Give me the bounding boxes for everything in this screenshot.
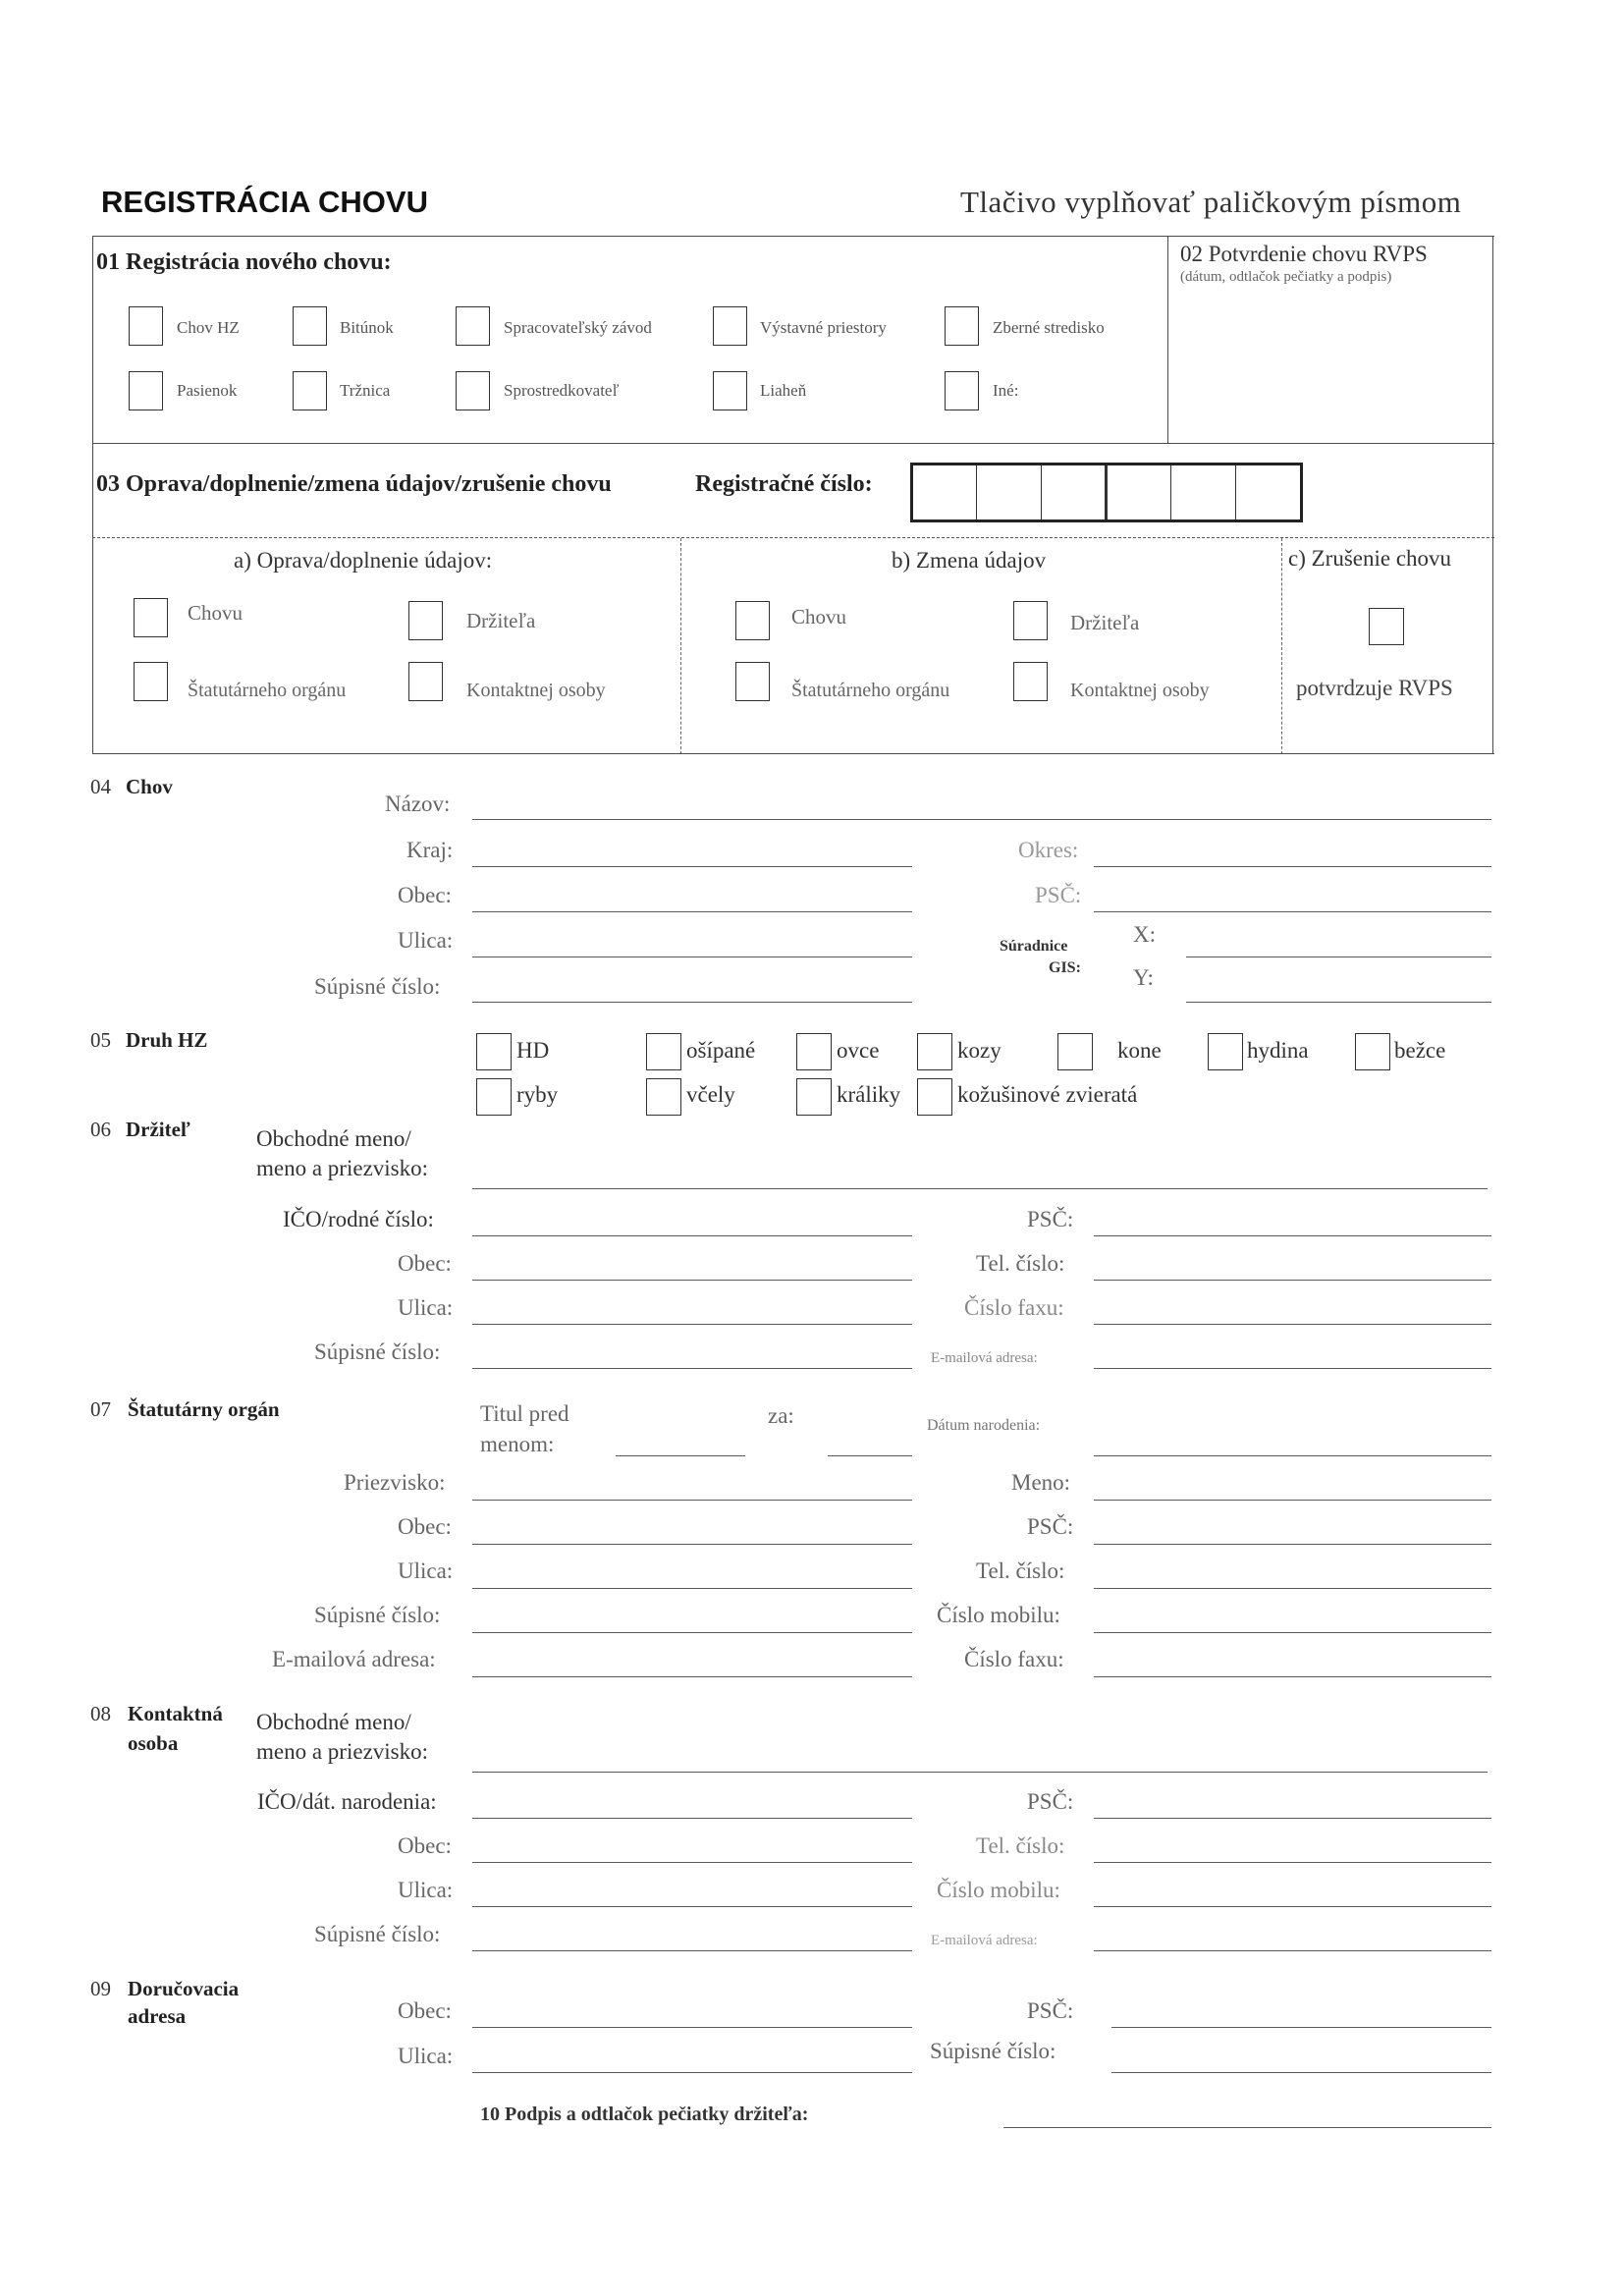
s09-name-line1: Doručovacia	[128, 1977, 240, 2000]
label-zmena-statutarneho-organu: Štatutárneho orgánu	[791, 680, 950, 701]
label-kontakt-meno-line2: meno a priezvisko:	[256, 1739, 429, 1764]
checkbox-druh-ovce[interactable]	[796, 1033, 832, 1070]
label-chov-hz: Chov HZ	[177, 318, 240, 337]
field-dorucovacia-psc[interactable]	[1111, 2027, 1491, 2028]
field-drzitel-ulica[interactable]	[472, 1324, 912, 1325]
label-kontakt-psc: PSČ:	[1027, 1789, 1074, 1814]
field-drzitel-psc[interactable]	[1094, 1235, 1491, 1236]
checkbox-sprostredkovatel[interactable]	[456, 371, 490, 410]
checkbox-bitunok[interactable]	[293, 306, 327, 346]
field-statutar-email[interactable]	[472, 1676, 912, 1677]
label-liahen: Liaheň	[760, 381, 807, 400]
label-kontakt-ulica: Ulica:	[398, 1878, 454, 1902]
field-drzitel-meno[interactable]	[472, 1188, 1488, 1189]
label-dorucovacia-psc: PSČ:	[1027, 1998, 1074, 2023]
label-druh-bezce: bežce	[1394, 1038, 1446, 1063]
checkbox-spracovatelsky-zavod[interactable]	[456, 306, 490, 346]
label-statutar-psc: PSČ:	[1027, 1514, 1074, 1539]
s02-title: 02 Potvrdenie chovu RVPS	[1180, 242, 1428, 266]
checkbox-druh-osipane[interactable]	[646, 1033, 681, 1070]
label-oprava-kontaktnej-osoby: Kontaktnej osoby	[466, 680, 606, 701]
label-statutar-tel: Tel. číslo:	[976, 1558, 1065, 1583]
label-chov-supisne-cislo: Súpisné číslo:	[314, 974, 441, 999]
s03c-title: c) Zrušenie chovu	[1288, 546, 1452, 571]
label-drzitel-ulica: Ulica:	[398, 1295, 454, 1320]
checkbox-zmena-statutarneho-organu[interactable]	[735, 662, 770, 701]
label-druh-kraliky: králiky	[837, 1082, 901, 1107]
label-zberne-stredisko: Zberné stredisko	[993, 318, 1105, 337]
field-drzitel-supisne-cislo[interactable]	[472, 1368, 912, 1369]
label-oprava-chovu: Chovu	[188, 601, 244, 625]
checkbox-zmena-kontaktnej-osoby[interactable]	[1013, 662, 1048, 701]
field-dorucovacia-supisne-cislo[interactable]	[1111, 2072, 1491, 2073]
checkbox-druh-kraliky[interactable]	[796, 1078, 832, 1116]
checkbox-druh-ryby[interactable]	[476, 1078, 512, 1116]
s03a-title: a) Oprava/doplnenie údajov:	[234, 548, 493, 573]
label-druh-osipane: ošípané	[686, 1038, 756, 1063]
field-statutar-tel[interactable]	[1094, 1588, 1491, 1589]
label-ine: Iné:	[993, 381, 1019, 400]
field-statutar-psc[interactable]	[1094, 1544, 1491, 1545]
checkbox-oprava-kontaktnej-osoby[interactable]	[408, 662, 443, 701]
s08-name-line2: osoba	[128, 1731, 179, 1755]
s03-registration-label: Registračné číslo:	[695, 471, 873, 497]
label-zmena-kontaktnej-osoby: Kontaktnej osoby	[1070, 680, 1210, 701]
field-chov-kraj[interactable]	[472, 866, 912, 867]
label-statutar-ulica: Ulica:	[398, 1558, 454, 1583]
field-statutar-priezvisko[interactable]	[472, 1500, 912, 1501]
label-chov-okres: Okres:	[1018, 838, 1079, 862]
registration-number-boxes[interactable]	[910, 463, 1303, 522]
checkbox-zrusenie-chovu[interactable]	[1369, 608, 1404, 645]
s05-name: Druh HZ	[126, 1028, 208, 1052]
field-chov-okres[interactable]	[1094, 866, 1491, 867]
label-druh-kozusinove-zvierata: kožušinové zvieratá	[957, 1082, 1138, 1107]
label-titul-za: za:	[768, 1403, 794, 1428]
label-gis: GIS:	[1049, 959, 1081, 976]
form-instruction: Tlačivo vyplňovať paličkovým písmom	[960, 185, 1462, 219]
field-datum-narodenia[interactable]	[1094, 1455, 1491, 1456]
reg-cell[interactable]	[1041, 465, 1042, 519]
checkbox-oprava-chovu[interactable]	[134, 598, 168, 637]
field-kontakt-ico[interactable]	[472, 1818, 912, 1819]
label-zmena-chovu: Chovu	[791, 605, 847, 629]
frame-s03-top-border	[92, 443, 1494, 444]
field-kontakt-meno[interactable]	[472, 1772, 1488, 1773]
label-sprostredkovatel: Sprostredkovateľ	[504, 381, 620, 400]
label-drzitel-supisne-cislo: Súpisné číslo:	[314, 1339, 441, 1364]
checkbox-liahen[interactable]	[713, 371, 747, 410]
label-datum-narodenia: Dátum narodenia:	[927, 1417, 1041, 1434]
checkbox-druh-kone[interactable]	[1057, 1033, 1093, 1070]
field-dorucovacia-obec[interactable]	[472, 2027, 912, 2028]
frame-left-border	[92, 236, 93, 754]
label-kontakt-ico: IČO/dát. narodenia:	[257, 1789, 437, 1814]
s04-number: 04	[90, 775, 111, 798]
label-dorucovacia-ulica: Ulica:	[398, 2044, 454, 2068]
label-drzitel-tel: Tel. číslo:	[976, 1251, 1065, 1276]
label-spracovatelsky-zavod: Spracovateľský závod	[504, 318, 652, 337]
reg-cell[interactable]	[1235, 465, 1236, 519]
s07-number: 07	[90, 1397, 111, 1421]
frame-s03-bc-divider	[1281, 538, 1282, 754]
field-drzitel-obec[interactable]	[472, 1280, 912, 1281]
label-podpis-drzitela: 10 Podpis a odtlačok pečiatky držiteľa:	[480, 2104, 809, 2125]
label-druh-vcely: včely	[686, 1082, 735, 1107]
checkbox-zmena-drzitela[interactable]	[1013, 601, 1048, 640]
label-kontakt-tel: Tel. číslo:	[976, 1833, 1065, 1858]
label-statutar-email: E-mailová adresa:	[272, 1647, 436, 1671]
frame-right-border	[1492, 236, 1493, 754]
checkbox-oprava-drzitela[interactable]	[408, 601, 443, 640]
checkbox-druh-vcely[interactable]	[646, 1078, 681, 1116]
field-statutar-supisne-cislo[interactable]	[472, 1632, 912, 1633]
checkbox-pasienok[interactable]	[129, 371, 163, 410]
label-statutar-priezvisko: Priezvisko:	[344, 1470, 446, 1495]
s09-number: 09	[90, 1977, 111, 2000]
label-titul-pred-line2: menom:	[480, 1432, 555, 1456]
label-kontakt-meno-line1: Obchodné meno/	[256, 1710, 411, 1734]
label-drzitel-psc: PSČ:	[1027, 1207, 1074, 1231]
label-gis-y: Y:	[1133, 965, 1154, 990]
checkbox-chov-hz[interactable]	[129, 306, 163, 346]
field-kontakt-mobil[interactable]	[1094, 1906, 1491, 1907]
label-kontakt-obec: Obec:	[398, 1833, 452, 1858]
s09-name-line2: adresa	[128, 2004, 187, 2028]
field-statutar-obec[interactable]	[472, 1544, 912, 1545]
checkbox-zberne-stredisko[interactable]	[945, 306, 979, 346]
label-drzitel-obec: Obec:	[398, 1251, 452, 1276]
s08-number: 08	[90, 1702, 111, 1725]
field-titul-pred[interactable]	[616, 1455, 745, 1456]
label-statutar-obec: Obec:	[398, 1514, 452, 1539]
label-druh-hydina: hydina	[1247, 1038, 1309, 1063]
s08-name-line1: Kontaktná	[128, 1702, 223, 1725]
field-gis-y[interactable]	[1186, 1002, 1491, 1003]
checkbox-trznica[interactable]	[293, 371, 327, 410]
checkbox-zmena-chovu[interactable]	[735, 601, 770, 640]
field-chov-supisne-cislo[interactable]	[472, 1002, 912, 1003]
label-dorucovacia-supisne-cislo: Súpisné číslo:	[930, 2039, 1056, 2063]
label-kontakt-mobil: Číslo mobilu:	[937, 1878, 1060, 1902]
label-kontakt-email: E-mailová adresa:	[931, 1933, 1038, 1948]
field-chov-nazov[interactable]	[472, 819, 1491, 820]
frame-bottom-border	[92, 753, 1494, 754]
label-kontakt-supisne-cislo: Súpisné číslo:	[314, 1922, 441, 1946]
field-statutar-fax[interactable]	[1094, 1676, 1491, 1677]
field-podpis-drzitela[interactable]	[1003, 2127, 1491, 2128]
label-statutar-meno: Meno:	[1011, 1470, 1071, 1495]
label-dorucovacia-obec: Obec:	[398, 1998, 452, 2023]
label-chov-obec: Obec:	[398, 883, 452, 907]
label-potvrdzuje-rvps: potvrdzuje RVPS	[1296, 676, 1453, 700]
label-gis-x: X:	[1133, 922, 1156, 947]
label-statutar-supisne-cislo: Súpisné číslo:	[314, 1603, 441, 1627]
checkbox-druh-hd[interactable]	[476, 1033, 512, 1070]
checkbox-druh-hydina[interactable]	[1208, 1033, 1243, 1070]
frame-s03-ab-divider	[680, 538, 681, 754]
reg-cell[interactable]	[976, 465, 977, 519]
field-chov-obec[interactable]	[472, 911, 912, 912]
s04-name: Chov	[126, 775, 173, 798]
s07-name: Štatutárny orgán	[128, 1397, 280, 1421]
s03b-title: b) Zmena údajov	[892, 548, 1047, 573]
field-statutar-mobil[interactable]	[1094, 1632, 1491, 1633]
s06-name: Držiteľ	[126, 1118, 190, 1141]
field-kontakt-obec[interactable]	[472, 1862, 912, 1863]
s03-title: 03 Oprava/doplnenie/zmena údajov/zrušenie chovu	[96, 471, 612, 497]
label-pasienok: Pasienok	[177, 381, 238, 400]
label-suradnice: Súradnice	[1000, 938, 1068, 955]
checkbox-druh-kozusinove-zvierata[interactable]	[917, 1078, 952, 1116]
field-dorucovacia-ulica[interactable]	[472, 2072, 912, 2073]
label-statutar-mobil: Číslo mobilu:	[937, 1603, 1060, 1627]
s05-number: 05	[90, 1028, 111, 1052]
label-titul-pred-line1: Titul pred	[480, 1401, 569, 1426]
frame-s02-divider	[1167, 236, 1168, 444]
field-drzitel-fax[interactable]	[1094, 1324, 1491, 1325]
label-drzitel-email: E-mailová adresa:	[931, 1350, 1038, 1366]
label-drzitel-ico: IČO/rodné číslo:	[283, 1207, 434, 1231]
field-kontakt-tel[interactable]	[1094, 1862, 1491, 1863]
label-drzitel-fax: Číslo faxu:	[964, 1295, 1064, 1320]
form-title: REGISTRÁCIA CHOVU	[101, 185, 428, 219]
checkbox-druh-kozy[interactable]	[917, 1033, 952, 1070]
label-drzitel-meno-line1: Obchodné meno/	[256, 1126, 411, 1151]
field-drzitel-ico[interactable]	[472, 1235, 912, 1236]
label-druh-kozy: kozy	[957, 1038, 1001, 1063]
field-statutar-ulica[interactable]	[472, 1588, 912, 1589]
field-chov-psc[interactable]	[1094, 911, 1491, 912]
checkbox-ine[interactable]	[945, 371, 979, 410]
frame-top-border	[92, 236, 1494, 237]
field-statutar-meno[interactable]	[1094, 1500, 1491, 1501]
label-druh-kone: kone	[1117, 1038, 1162, 1063]
field-kontakt-supisne-cislo[interactable]	[472, 1950, 912, 1951]
label-druh-ovce: ovce	[837, 1038, 880, 1063]
s06-number: 06	[90, 1118, 111, 1141]
label-oprava-statutarneho-organu: Štatutárneho orgánu	[188, 680, 347, 701]
field-kontakt-email[interactable]	[1094, 1950, 1491, 1951]
field-titul-za[interactable]	[828, 1455, 912, 1456]
field-kontakt-ulica[interactable]	[472, 1906, 912, 1907]
reg-cell[interactable]	[1170, 465, 1171, 519]
label-zmena-drzitela: Držiteľa	[1070, 611, 1140, 634]
s01-title: 01 Registrácia nového chovu:	[96, 249, 392, 275]
s02-subtitle: (dátum, odtlačok pečiatky a podpis)	[1180, 269, 1392, 285]
label-bitunok: Bitúnok	[340, 318, 394, 337]
reg-cell[interactable]	[1105, 465, 1108, 519]
field-drzitel-email[interactable]	[1094, 1368, 1491, 1369]
frame-s03-dashed-divider	[92, 537, 1494, 538]
field-drzitel-tel[interactable]	[1094, 1280, 1491, 1281]
label-chov-kraj: Kraj:	[406, 838, 454, 862]
label-oprava-drzitela: Držiteľa	[466, 609, 536, 632]
label-vystavne-priestory: Výstavné priestory	[760, 318, 887, 337]
label-statutar-fax: Číslo faxu:	[964, 1647, 1064, 1671]
label-druh-ryby: ryby	[516, 1082, 559, 1107]
field-kontakt-psc[interactable]	[1094, 1818, 1491, 1819]
label-trznica: Tržnica	[340, 381, 391, 400]
label-chov-ulica: Ulica:	[398, 928, 454, 953]
checkbox-vystavne-priestory[interactable]	[713, 306, 747, 346]
label-chov-nazov: Názov:	[385, 792, 451, 816]
label-chov-psc: PSČ:	[1035, 883, 1082, 907]
checkbox-oprava-statutarneho-organu[interactable]	[134, 662, 168, 701]
checkbox-druh-bezce[interactable]	[1355, 1033, 1390, 1070]
label-drzitel-meno-line2: meno a priezvisko:	[256, 1156, 429, 1180]
label-druh-hd: HD	[516, 1038, 550, 1063]
